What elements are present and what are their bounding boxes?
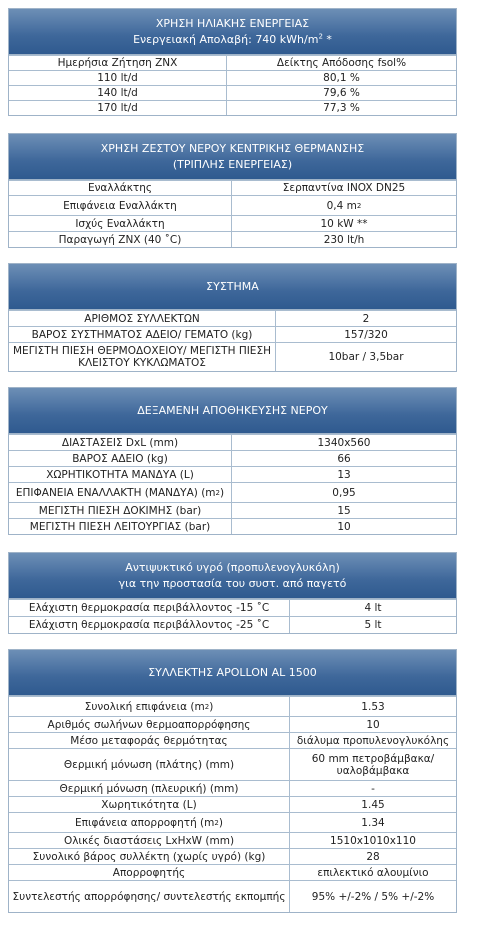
table-cell: Αριθμός σωλήνων θερμοαπορρόφησης: [47, 718, 251, 731]
table-cell: Θερμική μόνωση (πλάτης) (mm): [63, 758, 235, 771]
table-cell: ΜΕΓΙΣΤΗ ΠΙΕΣΗ ΔΟΚΙΜΗΣ (bar): [38, 504, 202, 517]
table-cell: ΔΙΑΣΤΑΣΕΙΣ DxL (mm): [61, 436, 179, 449]
table-row: [9, 780, 456, 796]
table-row: [9, 732, 456, 748]
table-cell: 2: [275, 311, 456, 326]
table-cell: Παραγωγή ΖΝΧ (40 ˚C): [58, 233, 182, 246]
tank-title: ΔΕΞΑΜΕΝΗ ΑΠΟΘΗΚΕΥΣΗΣ ΝΕΡΟΥ: [137, 403, 328, 417]
table-row: [9, 716, 456, 732]
table-row: [9, 812, 456, 832]
table-row: [9, 326, 456, 342]
table-cell: 170 lt/d: [97, 102, 138, 114]
table-row: [9, 450, 456, 466]
hot-water-header: [9, 134, 456, 180]
energy-gain-subtitle: Ενεργειακή Απολαβή: 740 kWh/$m^2$ *: [133, 31, 332, 46]
table-cell: 157/320: [275, 327, 456, 342]
table-row: [9, 832, 456, 848]
table-row: [9, 195, 456, 215]
table-cell: ΧΩΡΗΤΙΚΟΤΗΤΑ ΜΑΝΔΥΑ (L): [46, 468, 194, 481]
table-cell: 0,4 m 2: [231, 196, 456, 215]
table-cell: 79,6 %: [226, 86, 456, 100]
table-cell: Μέσο μεταφοράς θερμότητας: [70, 734, 228, 747]
table-cell: επιλεκτικό αλουμίνιο: [289, 865, 456, 880]
table-cell: 1510x1010x110: [289, 833, 456, 848]
table-row: [9, 180, 456, 195]
solar-energy-title: ΧΡΗΣΗ ΗΛΙΑΚΗΣ ΕΝΕΡΓΕΙΑΣ: [155, 16, 310, 30]
table-cell: Χωρητικότητα (L): [101, 798, 197, 811]
table-cell: Συντελεστής απορρόφησης/ συντελεστής εκπομπής: [12, 890, 286, 903]
tank-table: [8, 387, 457, 535]
table-row: [9, 696, 456, 716]
table-cell: Ισχύς Εναλλάκτη: [75, 217, 165, 230]
table-row: [9, 55, 456, 70]
table-cell: ΜΕΓΙΣΤΗ ΠΙΕΣΗ ΘΕΡΜΟΔΟΧΕΙΟΥ/ ΜΕΓΙΣΤΗ ΠΙΕΣΗ ΚΛΕΙΣΤΟΥ ΚΥΚΛΩΜΑΤΟΣ: [13, 345, 271, 369]
table-row: [9, 85, 456, 100]
table-row: [9, 100, 456, 115]
collector-header: [9, 650, 456, 696]
table-row: [9, 864, 456, 880]
table-cell: Συνολικό βάρος συλλέκτη (χωρίς υγρό) (kg): [32, 850, 266, 863]
table-cell: Συνολική επιφάνεια (m 2 ): [84, 700, 214, 713]
tank-header: [9, 388, 456, 434]
table-row: [9, 616, 456, 633]
table-row: [9, 502, 456, 518]
table-cell: ΑΡΙΘΜΟΣ ΣΥΛΛΕΚΤΩΝ: [84, 312, 200, 325]
table-cell: Ελάχιστη θερμοκρασία περιβάλλοντος -15 ˚C: [28, 602, 270, 614]
table-row: [9, 215, 456, 231]
table-cell: -: [289, 781, 456, 796]
table-row: [9, 599, 456, 616]
table-cell: 10: [231, 519, 456, 534]
table-row: [9, 434, 456, 450]
table-cell: 1.53: [289, 697, 456, 716]
antifreeze-title: Αντιψυκτικό υγρό (προπυλενογλυκόλη): [125, 560, 340, 574]
table-cell: 5 lt: [289, 617, 456, 633]
table-cell: Ολικές διαστάσεις LxHxW (mm): [63, 834, 235, 847]
table-row: [9, 466, 456, 482]
table-row: [9, 880, 456, 912]
collector-title: ΣΥΛΛΕΚΤΗΣ APOLLON AL 1500: [148, 665, 317, 679]
hot-water-table: [8, 133, 457, 248]
table-cell: Ελάχιστη θερμοκρασία περιβάλλοντος -25 ˚C: [28, 619, 270, 631]
antifreeze-table: [8, 552, 457, 634]
solar-energy-table: [8, 8, 457, 116]
collector-table: [8, 649, 457, 913]
table-cell: ΕΠΙΦΑΝΕΙΑ ΕΝΑΛΛΑΚΤΗ (ΜΑΝΔΥΑ) (m 2 ): [15, 486, 225, 499]
table-cell: 140 lt/d: [97, 87, 138, 99]
table-row: [9, 482, 456, 502]
table-cell: διάλυμα προπυλενογλυκόλης: [289, 733, 456, 748]
table-cell: 10: [289, 717, 456, 732]
table-cell: 1340x560: [231, 435, 456, 450]
table-cell: 60 mm πετροβάμβακα/ υαλοβάμβακα: [289, 749, 456, 780]
table-cell: 15: [231, 503, 456, 518]
hot-water-subtitle: (ΤΡΙΠΛΗΣ ΕΝΕΡΓΕΙΑΣ): [172, 157, 293, 171]
table-row: [9, 231, 456, 247]
table-cell: ΒΑΡΟΣ ΑΔΕΙΟ (kg): [72, 452, 168, 465]
system-header: [9, 264, 456, 310]
table-row: [9, 796, 456, 812]
antifreeze-header: [9, 553, 456, 599]
table-cell: 230 lt/h: [231, 232, 456, 247]
table-cell: 10bar / 3,5bar: [275, 343, 456, 371]
table-cell: Επιφάνεια Εναλλάκτη: [63, 199, 177, 212]
solar-energy-header: [9, 9, 456, 55]
table-cell: Επιφάνεια απορροφητή (m 2 ): [75, 816, 223, 829]
system-table: [8, 263, 457, 372]
table-cell: Εναλλάκτης: [87, 182, 153, 194]
table-cell: 0,95: [231, 483, 456, 502]
table-row: [9, 848, 456, 864]
column-header-daily-demand: Ημερήσια Ζήτηση ΖΝΧ: [57, 57, 178, 69]
table-row: [9, 748, 456, 780]
table-cell: 1.34: [289, 813, 456, 832]
table-cell: 80,1 %: [226, 71, 456, 85]
table-cell: 13: [231, 467, 456, 482]
table-row: [9, 342, 456, 371]
table-cell: 95% +/-2% / 5% +/-2%: [289, 881, 456, 912]
table-cell: 10 kW **: [231, 216, 456, 231]
table-cell: ΒΑΡΟΣ ΣΥΣΤΗΜΑΤΟΣ ΑΔΕΙΟ/ ΓΕΜΑΤΟ (kg): [31, 328, 253, 341]
table-cell: 1.45: [289, 797, 456, 812]
table-cell: 66: [231, 451, 456, 466]
hot-water-title: ΧΡΗΣΗ ΖΕΣΤΟΥ ΝΕΡΟΥ ΚΕΝΤΡΙΚΗΣ ΘΕΡΜΑΝΣΗΣ: [100, 141, 365, 155]
table-cell: Απορροφητής: [112, 866, 186, 879]
table-row: [9, 310, 456, 326]
table-row: [9, 70, 456, 85]
table-cell: 4 lt: [289, 600, 456, 616]
table-cell: 110 lt/d: [97, 72, 138, 84]
column-header-efficiency: Δείκτης Απόδοσης fsol%: [226, 56, 456, 70]
table-cell: Θερμική μόνωση (πλευρική) (mm): [59, 782, 239, 795]
antifreeze-subtitle: για την προστασία του συστ. από παγετό: [118, 576, 347, 590]
table-cell: ΜΕΓΙΣΤΗ ΠΙΕΣΗ ΛΕΙΤΟΥΡΓΙΑΣ (bar): [29, 520, 211, 533]
table-cell: Σερπαντίνα INOX DN25: [231, 181, 456, 195]
system-title: ΣΥΣΤΗΜΑ: [206, 279, 259, 293]
table-cell: 77,3 %: [226, 101, 456, 115]
table-cell: 28: [289, 849, 456, 864]
table-row: [9, 518, 456, 534]
